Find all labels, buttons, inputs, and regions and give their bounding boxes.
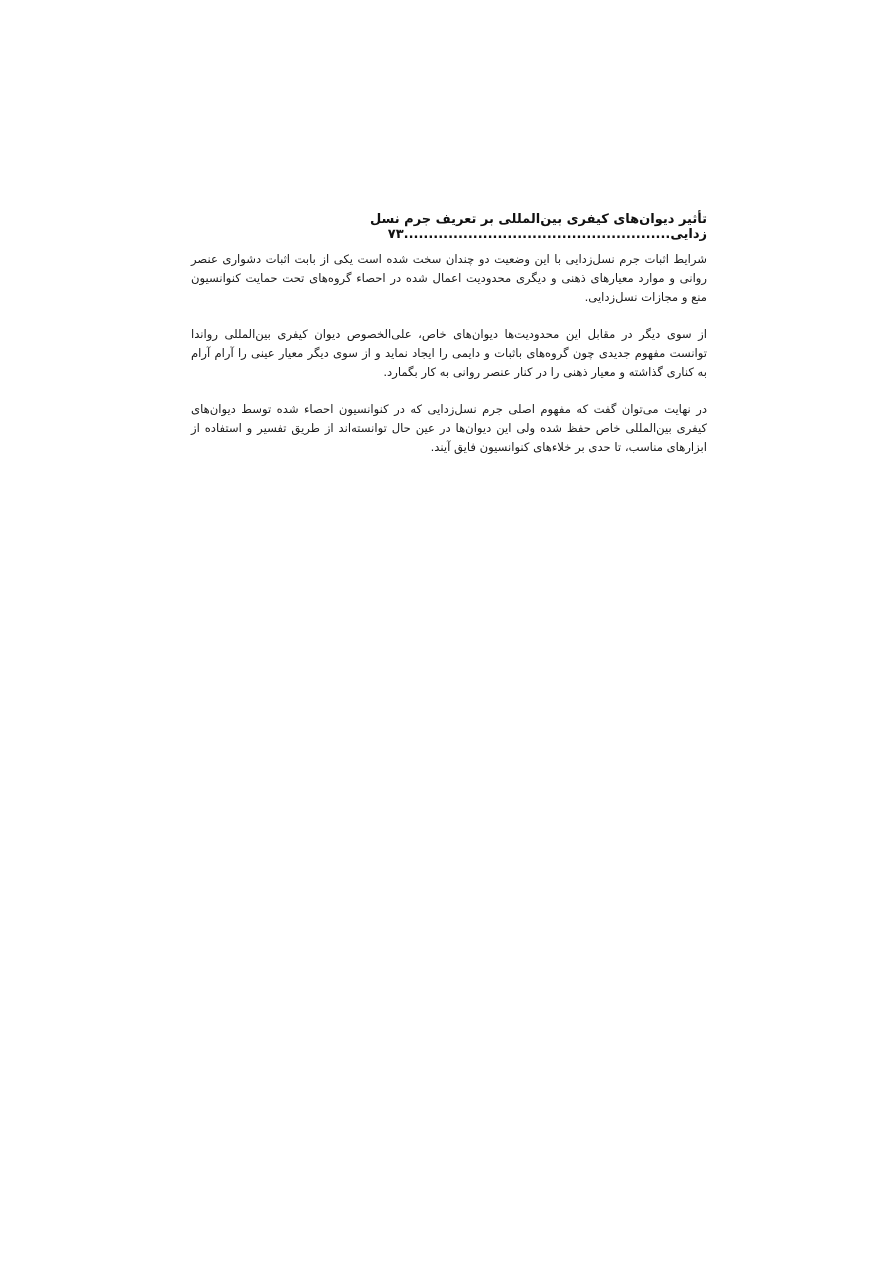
- paragraph-3: در نهایت می‌توان گفت که مفهوم اصلی جرم نسل‌زدایی که در کنوانسیون احصاء شده توسط دیوان‌های کیفری بین‌المللی خاص حفظ شده ولی این دیوان‌ها در عین حال توانسته‌اند از طریق تفسیر و استفاده از ابزارهای مناسب، تا حدی بر خلاءهای کنوانسیون فایق آیند.: [191, 402, 707, 454]
- heading-title-line1: تأثیر دیوان‌های کیفری بین‌المللی بر تعریف جرم نسل: [369, 212, 707, 227]
- paragraph-1: شرایط اثبات جرم نسل‌زدایی با این وضعیت دو چندان سخت شده است یکی از بابت اثبات دشواری عنصر روانی و موارد معیارهای ذهنی و دیگری محدودیت اعمال شده در احصاء گروه‌های تحت حمایت کنوانسیون منع و مجازات نسل‌زدایی.: [191, 252, 707, 304]
- paragraph-2: از سوی دیگر در مقابل این محدودیت‌ها دیوان‌های خاص، علی‌الخصوص دیوان کیفری بین‌المللی رواندا توانست مفهوم جدیدی چون گروه‌های باثبات و دایمی را ایجاد نماید و از سوی دیگر معیار عینی را آرام آرام به کناری گذاشته و معیار ذهنی را در کنار عنصر روانی به کار بگمارد.: [191, 327, 707, 379]
- heading-title-line2-row: [191, 227, 707, 242]
- section-heading: [191, 212, 707, 242]
- dot-leader: ......................................................: [403, 227, 671, 242]
- heading-title-line2: زدایی: [670, 227, 707, 242]
- page-content: [191, 212, 707, 475]
- page-number: ۷۳: [387, 227, 404, 242]
